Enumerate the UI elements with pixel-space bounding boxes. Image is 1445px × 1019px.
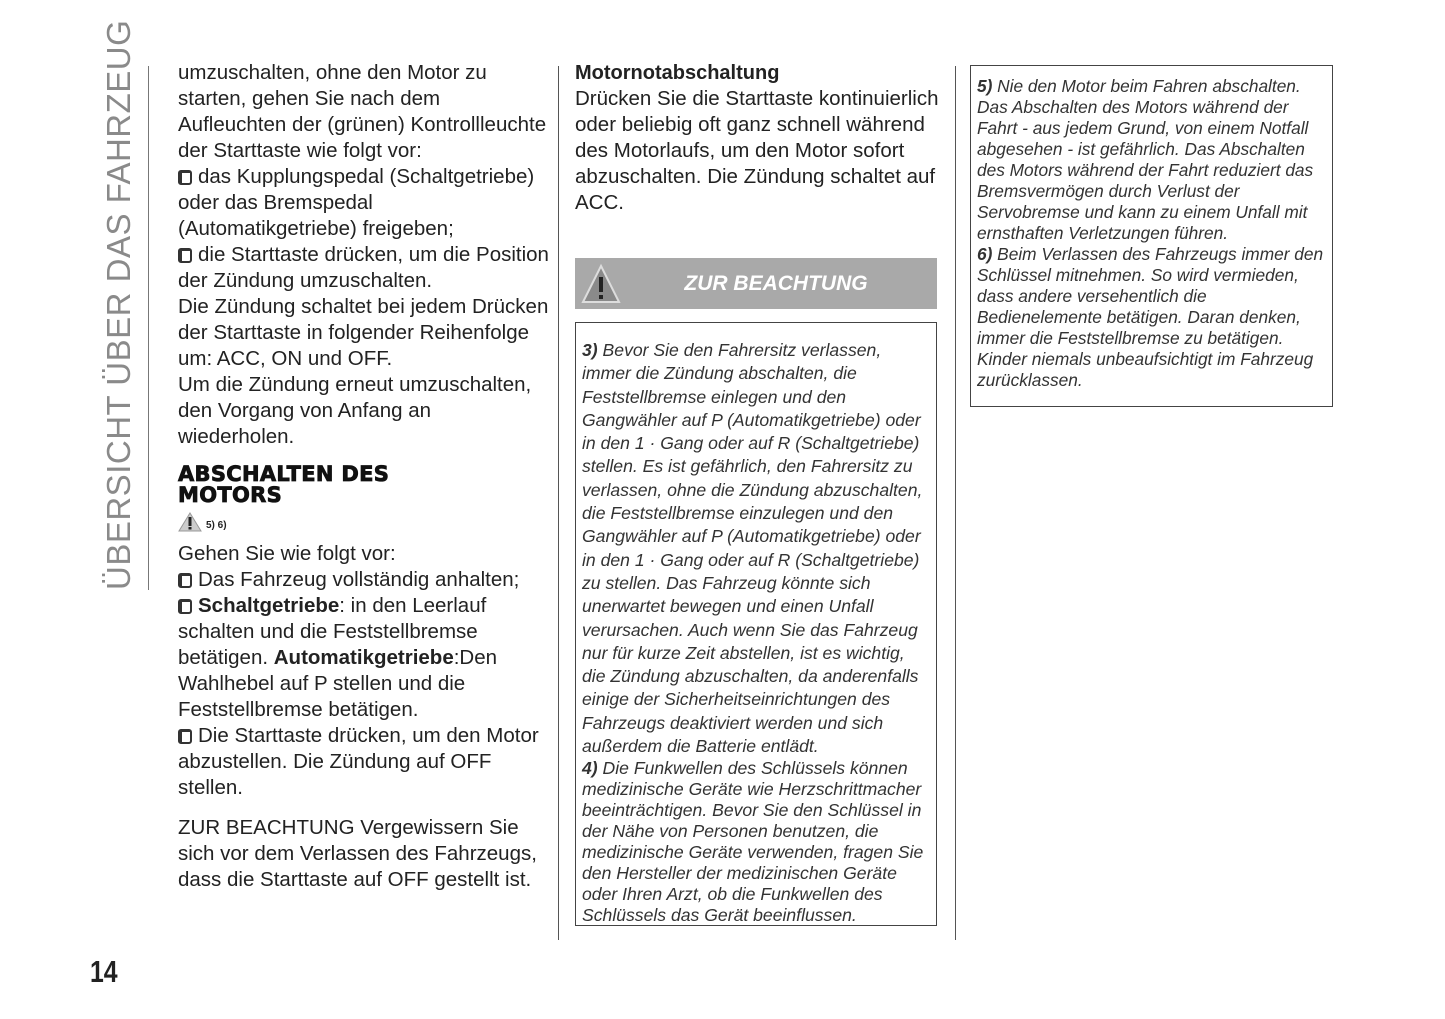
list-item xyxy=(178,723,550,801)
note-5 xyxy=(977,76,1326,244)
subheading: Motornotabschaltung xyxy=(575,62,780,84)
checkbox-bullet-icon xyxy=(178,573,192,588)
note-number: 6) xyxy=(977,244,993,264)
warning-reference xyxy=(178,512,550,537)
list-item-text: : in den Leerlauf schalten und die Feststellbremse betätigen. xyxy=(178,594,487,669)
note-text: Die Funkwellen des Schlüssels können medizinische Geräte wie Herzschrittmacher beeinträchtigen. Bevor Sie den Schlüssel in der Nähe von Personen benutzen, die medizinische Geräte verwenden, fragen Sie den Hersteller der medizinischen Geräte oder Ihren Arzt, ob die Funkwellen des Schlüssels das Gerät beeinflussen. xyxy=(582,758,924,926)
warning-notes-box xyxy=(575,322,937,926)
list-item xyxy=(178,242,550,294)
note-number: 5) xyxy=(977,76,993,96)
note-text: Bevor Sie den Fahrersitz verlassen, immer die Zündung abschalten, die Feststellbremse einlegen und den Gangwähler auf P (Automatikgetriebe) oder in den 1 · Gang oder auf R (Schaltgetriebe) stellen. Es ist gefährlich, den Fahrersitz zu verlassen, ohne die Zündung abzuschalten, die Feststellbremse einzulegen und den Gangwähler auf P (Automatikgetriebe) oder in den 1 · Gang oder auf R (Schaltgetriebe) zu stellen. Das Fahrzeug könnte sich unerwartet bewegen und einen Unfall verursachen. Auch wenn Sie das Fahrzeug nur für kurze Zeit abstellen, ist es wichtig, die Zündung abzuschalten, da anderenfalls einige der Sicherheitseinrichtungen des Fahrzeugs deaktiviert werden und sich außerdem die Batterie entlädt. xyxy=(582,340,923,757)
list-item xyxy=(178,567,550,593)
warning-banner xyxy=(575,258,937,309)
section-title-vertical: ÜBERSICHT ÜBER DAS FAHRZEUG xyxy=(100,19,137,590)
paragraph: umzuschalten, ohne den Motor zu starten, gehen Sie nach dem Aufleuchten der (grünen) Kontrollleuchte der Starttaste wie folgt vor: xyxy=(178,61,547,162)
section-divider xyxy=(148,66,149,590)
list-item-text: Die Starttaste drücken, um den Motor abzustellen. Die Zündung auf OFF stellen. xyxy=(178,724,539,799)
list-item-text: die Starttaste drücken, um die Position der Zündung umzuschalten. xyxy=(178,243,549,292)
list-item-text: Das Fahrzeug vollständig anhalten; xyxy=(198,568,520,591)
list-item-text: :Den Wahlhebel auf P stellen und die Feststellbremse betätigen. xyxy=(178,646,498,721)
paragraph: Um die Zündung erneut umzuschalten, den Vorgang von Anfang an wiederholen. xyxy=(178,373,532,448)
note-6 xyxy=(977,244,1326,391)
checkbox-bullet-icon xyxy=(178,729,192,744)
column-divider xyxy=(558,66,559,940)
paragraph: ZUR BEACHTUNG Vergewissern Sie sich vor dem Verlassen des Fahrzeugs, dass die Starttaste auf OFF gestellt ist. xyxy=(178,816,537,891)
bold-term: Automatikgetriebe xyxy=(273,646,454,669)
checkbox-bullet-icon xyxy=(178,170,192,185)
paragraph: Gehen Sie wie folgt vor: xyxy=(178,542,396,565)
warning-notes-box xyxy=(970,65,1333,407)
note-text: Nie den Motor beim Fahren abschalten. Das Abschalten des Motors während der Fahrt - aus jedem Grund, von einem Notfall abgesehen - ist gefährlich. Das Abschalten des Motors während der Fahrt reduziert das Bremsvermögen durch Verlust der Servobremse und kann zu einem Unfall mit ernsthaften Verletzungen führen. xyxy=(977,76,1314,243)
note-number: 4) xyxy=(582,758,598,779)
section-heading: ABSCHALTEN DES MOTORS xyxy=(178,462,390,507)
note-text: Beim Verlassen des Fahrzeugs immer den Schlüssel mitnehmen. So wird vermieden, dass andere versehentlich die Bedienelemente betätigen. Daran denken, immer die Feststellbremse zu betätigen. Kinder niemals unbeaufsichtigt im Fahrzeug zurücklassen. xyxy=(977,244,1324,390)
list-item-text: das Kupplungspedal (Schaltgetriebe) oder das Bremspedal (Automatikgetriebe) freigeben; xyxy=(178,165,535,240)
column-divider xyxy=(955,66,956,940)
note-4 xyxy=(582,758,930,926)
column-1 xyxy=(178,60,550,893)
warning-triangle-icon xyxy=(178,512,202,532)
list-item xyxy=(178,164,550,242)
note-number: 3) xyxy=(582,340,598,360)
warning-refs: 5) 6) xyxy=(206,520,227,531)
banner-title: ZUR BEACHTUNG xyxy=(684,272,868,295)
list-item xyxy=(178,593,550,723)
column-2 xyxy=(575,60,940,216)
page-number: 14 xyxy=(90,954,118,989)
checkbox-bullet-icon xyxy=(178,248,192,263)
checkbox-bullet-icon xyxy=(178,599,192,614)
note-3 xyxy=(582,339,930,758)
paragraph: Drücken Sie die Starttaste kontinuierlich oder beliebig oft ganz schnell während des Motorlaufs, um den Motor sofort abzuschalten. Die Zündung schaltet auf ACC. xyxy=(575,87,939,214)
bold-term: Schaltgetriebe xyxy=(198,594,340,617)
paragraph: Die Zündung schaltet bei jedem Drücken der Starttaste in folgender Reihenfolge um: ACC, ON und OFF. xyxy=(178,295,549,370)
